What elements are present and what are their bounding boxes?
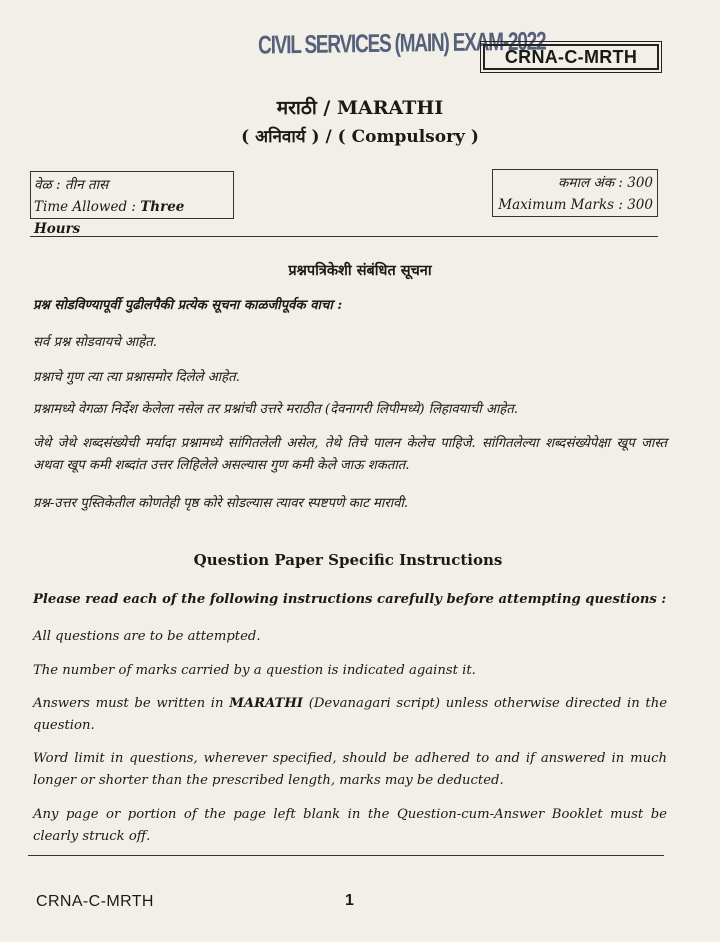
english-instructions-heading: Question Paper Specific Instructions (193, 551, 503, 569)
divider-top (30, 236, 658, 237)
marathi-instruction-item: जेथे जेथे शब्दसंख्येची मर्यादा प्रश्नामध्ये सांगितलेली असेल, तेथे तिचे पालन केलेच पाहिजे. सांगितलेल्या शब्दसंख्येपेक्षा खूप जास्त अथवा खूप कमी शब्दांत उत्तर लिहिलेले असल्यास गुण कमी केले जाऊ शकतात. (33, 436, 667, 473)
english-instructions-intro: Please read each of the following instructions carefully before attempting questions : (33, 592, 667, 607)
marathi-instruction-item: प्रश्नामध्ये वेगळा निर्देश केलेला नसेल तर प्रश्नांची उत्तरे मराठीत (देवनागरी लिपीमध्ये) लिहावयाची आहेत. (33, 402, 519, 417)
marathi-instructions-intro: प्रश्न सोडविण्यापूर्वी पुढीलपैकी प्रत्येक सूचना काळजीपूर्वक वाचा : (33, 298, 343, 313)
english-instruction-item: All questions are to be attempted. (33, 629, 261, 644)
english-instruction-item: Any page or portion of the page left blank in the Question-cum-Answer Booklet must be clearly struck off. (33, 807, 667, 844)
time-allowed-marathi: वेळ : तीन तास (34, 177, 109, 193)
instruction-language: MARATHI (229, 696, 303, 711)
time-allowed-box (30, 171, 234, 237)
instruction-text: Answers must be written in (33, 696, 230, 711)
marathi-instruction-item: सर्व प्रश्न सोडवायचे आहेत. (33, 335, 157, 350)
exam-stamp: CIVIL SERVICES (MAIN) EXAM-2022 (258, 27, 546, 61)
english-instruction-item (33, 693, 667, 737)
time-allowed-value: Three Hours (34, 199, 185, 237)
maximum-marks-box (492, 169, 658, 217)
english-instruction-item: Word limit in questions, wherever specified, should be adhered to and if answered in much longer or shorter than the prescribed length, marks may be deducted. (33, 751, 667, 788)
time-allowed-english (34, 196, 233, 240)
paper-code-box: CRNA-C-MRTH (483, 44, 659, 70)
page-title: मराठी / MARATHI (276, 97, 444, 119)
maximum-marks-english: Maximum Marks : 300 (498, 197, 653, 213)
footer-paper-code: CRNA-C-MRTH (36, 893, 154, 910)
marathi-instruction-item: प्रश्नाचे गुण त्या त्या प्रश्नासमोर दिलेले आहेत. (33, 370, 240, 385)
footer-page-number: 1 (345, 892, 354, 909)
time-allowed-label: Time Allowed : (34, 199, 141, 215)
instruction-text: (Devanagari script) unless otherwise directed in the question. (33, 696, 668, 733)
divider-bottom (28, 855, 664, 856)
english-instruction-item: The number of marks carried by a question is indicated against it. (33, 663, 476, 678)
marathi-instruction-item: प्रश्न-उत्तर पुस्तिकेतील कोणतेही पृष्ठ कोरे सोडल्यास त्यावर स्पष्टपणे काट मारावी. (33, 496, 409, 511)
maximum-marks-marathi: कमाल अंक : 300 (558, 175, 653, 191)
marathi-instructions-heading: प्रश्नपत्रिकेशी संबंधित सूचना (288, 262, 432, 279)
page-subtitle: ( अनिवार्य ) / ( Compulsory ) (241, 127, 479, 147)
